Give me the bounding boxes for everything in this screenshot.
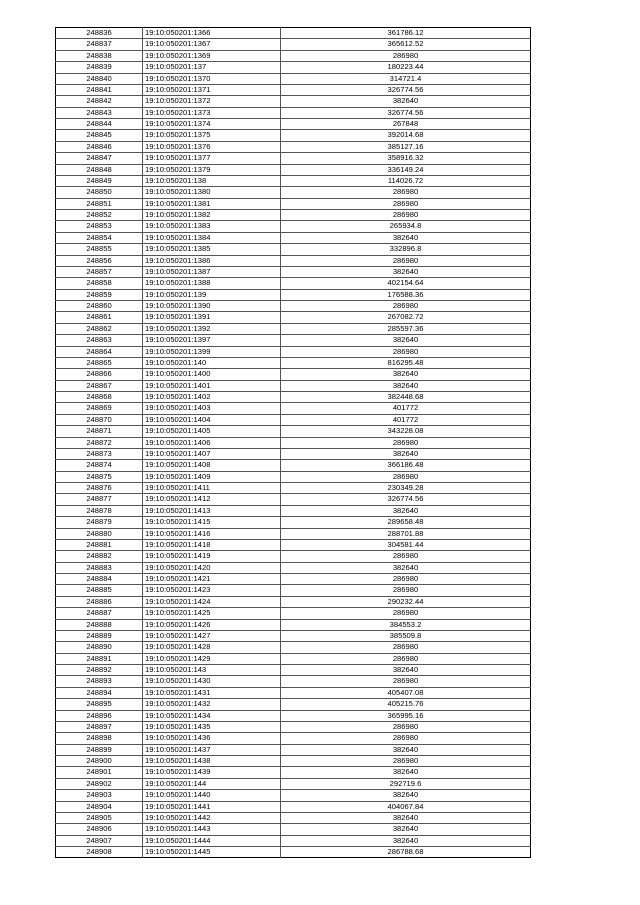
cadastral-number-cell: 19:10:050201:1412 xyxy=(143,494,281,505)
value-cell: 286980 xyxy=(281,676,531,687)
table-row xyxy=(56,130,531,141)
value-cell: 286980 xyxy=(281,653,531,664)
table-row xyxy=(56,96,531,107)
table-row xyxy=(56,733,531,744)
cadastral-number-cell: 19:10:050201:1400 xyxy=(143,369,281,380)
cadastral-number-cell: 19:10:050201:1418 xyxy=(143,539,281,550)
value-cell: 326774.56 xyxy=(281,107,531,118)
value-cell: 180223.44 xyxy=(281,62,531,73)
cadastral-number-cell: 19:10:050201:1370 xyxy=(143,73,281,84)
value-cell: 286980 xyxy=(281,721,531,732)
row-id-cell: 248841 xyxy=(56,84,143,95)
row-id-cell: 248853 xyxy=(56,221,143,232)
cadastral-number-cell: 19:10:050201:1430 xyxy=(143,676,281,687)
cadastral-number-cell: 19:10:050201:1373 xyxy=(143,107,281,118)
cadastral-number-cell: 19:10:050201:1427 xyxy=(143,630,281,641)
table-row xyxy=(56,608,531,619)
cadastral-number-cell: 19:10:050201:1375 xyxy=(143,130,281,141)
value-cell: 114026.72 xyxy=(281,175,531,186)
row-id-cell: 248845 xyxy=(56,130,143,141)
cadastral-number-cell: 19:10:050201:1404 xyxy=(143,414,281,425)
row-id-cell: 248836 xyxy=(56,28,143,39)
row-id-cell: 248884 xyxy=(56,574,143,585)
value-cell: 336149.24 xyxy=(281,164,531,175)
table-row xyxy=(56,801,531,812)
table-row xyxy=(56,437,531,448)
cadastral-number-cell: 19:10:050201:1429 xyxy=(143,653,281,664)
table-row xyxy=(56,642,531,653)
cadastral-number-cell: 19:10:050201:1419 xyxy=(143,551,281,562)
cadastral-number-cell: 19:10:050201:1411 xyxy=(143,483,281,494)
data-table xyxy=(55,27,531,858)
cadastral-number-cell: 19:10:050201:1415 xyxy=(143,517,281,528)
value-cell: 267848 xyxy=(281,119,531,130)
row-id-cell: 248854 xyxy=(56,232,143,243)
cadastral-number-cell: 19:10:050201:140 xyxy=(143,357,281,368)
row-id-cell: 248858 xyxy=(56,278,143,289)
row-id-cell: 248908 xyxy=(56,847,143,858)
row-id-cell: 248885 xyxy=(56,585,143,596)
row-id-cell: 248899 xyxy=(56,744,143,755)
cadastral-number-cell: 19:10:050201:1367 xyxy=(143,39,281,50)
table-row xyxy=(56,323,531,334)
cadastral-number-cell: 19:10:050201:1379 xyxy=(143,164,281,175)
table-row xyxy=(56,505,531,516)
value-cell: 366186.48 xyxy=(281,460,531,471)
value-cell: 382640 xyxy=(281,812,531,823)
table-row xyxy=(56,107,531,118)
cadastral-number-cell: 19:10:050201:1416 xyxy=(143,528,281,539)
row-id-cell: 248897 xyxy=(56,721,143,732)
value-cell: 382640 xyxy=(281,790,531,801)
table-row xyxy=(56,278,531,289)
table-row xyxy=(56,221,531,232)
cadastral-number-cell: 19:10:050201:1388 xyxy=(143,278,281,289)
value-cell: 382640 xyxy=(281,369,531,380)
value-cell: 385509.8 xyxy=(281,630,531,641)
row-id-cell: 248867 xyxy=(56,380,143,391)
row-id-cell: 248900 xyxy=(56,756,143,767)
value-cell: 286980 xyxy=(281,210,531,221)
value-cell: 326774.56 xyxy=(281,84,531,95)
cadastral-number-cell: 19:10:050201:1408 xyxy=(143,460,281,471)
table-row xyxy=(56,687,531,698)
row-id-cell: 248840 xyxy=(56,73,143,84)
value-cell: 382640 xyxy=(281,835,531,846)
table-row xyxy=(56,414,531,425)
row-id-cell: 248859 xyxy=(56,289,143,300)
table-row xyxy=(56,198,531,209)
value-cell: 382640 xyxy=(281,448,531,459)
row-id-cell: 248872 xyxy=(56,437,143,448)
value-cell: 230349.28 xyxy=(281,483,531,494)
row-id-cell: 248891 xyxy=(56,653,143,664)
cadastral-number-cell: 19:10:050201:1392 xyxy=(143,323,281,334)
cadastral-number-cell: 19:10:050201:1371 xyxy=(143,84,281,95)
cadastral-number-cell: 19:10:050201:1443 xyxy=(143,824,281,835)
cadastral-number-cell: 19:10:050201:1386 xyxy=(143,255,281,266)
cadastral-number-cell: 19:10:050201:1426 xyxy=(143,619,281,630)
row-id-cell: 248868 xyxy=(56,392,143,403)
cadastral-number-cell: 19:10:050201:1425 xyxy=(143,608,281,619)
row-id-cell: 248869 xyxy=(56,403,143,414)
row-id-cell: 248850 xyxy=(56,187,143,198)
cadastral-number-cell: 19:10:050201:1403 xyxy=(143,403,281,414)
cadastral-number-cell: 19:10:050201:1377 xyxy=(143,153,281,164)
table-row xyxy=(56,824,531,835)
cadastral-number-cell: 19:10:050201:1399 xyxy=(143,346,281,357)
value-cell: 285597.36 xyxy=(281,323,531,334)
value-cell: 304581.44 xyxy=(281,539,531,550)
value-cell: 267082.72 xyxy=(281,312,531,323)
row-id-cell: 248860 xyxy=(56,301,143,312)
value-cell: 286980 xyxy=(281,574,531,585)
row-id-cell: 248849 xyxy=(56,175,143,186)
table-row xyxy=(56,847,531,858)
value-cell: 286980 xyxy=(281,437,531,448)
cadastral-number-cell: 19:10:050201:1401 xyxy=(143,380,281,391)
table-row xyxy=(56,494,531,505)
table-row xyxy=(56,244,531,255)
table-row xyxy=(56,50,531,61)
table-row xyxy=(56,175,531,186)
value-cell: 286980 xyxy=(281,471,531,482)
cadastral-number-cell: 19:10:050201:1406 xyxy=(143,437,281,448)
cadastral-number-cell: 19:10:050201:1439 xyxy=(143,767,281,778)
row-id-cell: 248847 xyxy=(56,153,143,164)
row-id-cell: 248881 xyxy=(56,539,143,550)
table-body xyxy=(56,28,531,858)
table-row xyxy=(56,380,531,391)
cadastral-number-cell: 19:10:050201:1441 xyxy=(143,801,281,812)
row-id-cell: 248848 xyxy=(56,164,143,175)
cadastral-number-cell: 19:10:050201:1407 xyxy=(143,448,281,459)
value-cell: 382640 xyxy=(281,824,531,835)
row-id-cell: 248889 xyxy=(56,630,143,641)
row-id-cell: 248864 xyxy=(56,346,143,357)
row-id-cell: 248863 xyxy=(56,335,143,346)
cadastral-number-cell: 19:10:050201:143 xyxy=(143,665,281,676)
value-cell: 382640 xyxy=(281,335,531,346)
table-row xyxy=(56,483,531,494)
cadastral-number-cell: 19:10:050201:1413 xyxy=(143,505,281,516)
table-row xyxy=(56,255,531,266)
table-row xyxy=(56,721,531,732)
row-id-cell: 248904 xyxy=(56,801,143,812)
table-row xyxy=(56,653,531,664)
value-cell: 382640 xyxy=(281,232,531,243)
value-cell: 286980 xyxy=(281,198,531,209)
row-id-cell: 248895 xyxy=(56,699,143,710)
table-row xyxy=(56,619,531,630)
value-cell: 404067.84 xyxy=(281,801,531,812)
row-id-cell: 248907 xyxy=(56,835,143,846)
table-row xyxy=(56,767,531,778)
cadastral-number-cell: 19:10:050201:1436 xyxy=(143,733,281,744)
table-row xyxy=(56,630,531,641)
value-cell: 289658.48 xyxy=(281,517,531,528)
table-row xyxy=(56,517,531,528)
table-row xyxy=(56,73,531,84)
table-row xyxy=(56,39,531,50)
table-row xyxy=(56,744,531,755)
value-cell: 382640 xyxy=(281,767,531,778)
table-row xyxy=(56,596,531,607)
cadastral-number-cell: 19:10:050201:1445 xyxy=(143,847,281,858)
row-id-cell: 248877 xyxy=(56,494,143,505)
value-cell: 286980 xyxy=(281,608,531,619)
table-row xyxy=(56,187,531,198)
row-id-cell: 248903 xyxy=(56,790,143,801)
value-cell: 385127.16 xyxy=(281,141,531,152)
row-id-cell: 248886 xyxy=(56,596,143,607)
row-id-cell: 248894 xyxy=(56,687,143,698)
table-row xyxy=(56,790,531,801)
table-row xyxy=(56,369,531,380)
value-cell: 176588.36 xyxy=(281,289,531,300)
value-cell: 365612.52 xyxy=(281,39,531,50)
value-cell: 405215.76 xyxy=(281,699,531,710)
row-id-cell: 248901 xyxy=(56,767,143,778)
row-id-cell: 248842 xyxy=(56,96,143,107)
value-cell: 343228.08 xyxy=(281,426,531,437)
cadastral-number-cell: 19:10:050201:138 xyxy=(143,175,281,186)
table-row xyxy=(56,426,531,437)
row-id-cell: 248890 xyxy=(56,642,143,653)
cadastral-number-cell: 19:10:050201:1431 xyxy=(143,687,281,698)
value-cell: 382640 xyxy=(281,505,531,516)
value-cell: 286980 xyxy=(281,187,531,198)
cadastral-number-cell: 19:10:050201:1384 xyxy=(143,232,281,243)
table-row xyxy=(56,448,531,459)
row-id-cell: 248861 xyxy=(56,312,143,323)
value-cell: 361786.12 xyxy=(281,28,531,39)
table-row xyxy=(56,357,531,368)
cadastral-number-cell: 19:10:050201:137 xyxy=(143,62,281,73)
value-cell: 286980 xyxy=(281,255,531,266)
cadastral-number-cell: 19:10:050201:1438 xyxy=(143,756,281,767)
value-cell: 290232.44 xyxy=(281,596,531,607)
table-row xyxy=(56,312,531,323)
row-id-cell: 248873 xyxy=(56,448,143,459)
table-row xyxy=(56,403,531,414)
cadastral-number-cell: 19:10:050201:1383 xyxy=(143,221,281,232)
cadastral-number-cell: 19:10:050201:1428 xyxy=(143,642,281,653)
table-row xyxy=(56,539,531,550)
table-row xyxy=(56,778,531,789)
value-cell: 332896.8 xyxy=(281,244,531,255)
cadastral-number-cell: 19:10:050201:1387 xyxy=(143,266,281,277)
table-row xyxy=(56,210,531,221)
value-cell: 326774.56 xyxy=(281,494,531,505)
cadastral-number-cell: 19:10:050201:1420 xyxy=(143,562,281,573)
row-id-cell: 248856 xyxy=(56,255,143,266)
row-id-cell: 248855 xyxy=(56,244,143,255)
row-id-cell: 248852 xyxy=(56,210,143,221)
value-cell: 401772 xyxy=(281,414,531,425)
row-id-cell: 248876 xyxy=(56,483,143,494)
table-row xyxy=(56,460,531,471)
row-id-cell: 248902 xyxy=(56,778,143,789)
cadastral-number-cell: 19:10:050201:1424 xyxy=(143,596,281,607)
row-id-cell: 248846 xyxy=(56,141,143,152)
row-id-cell: 248888 xyxy=(56,619,143,630)
row-id-cell: 248871 xyxy=(56,426,143,437)
row-id-cell: 248878 xyxy=(56,505,143,516)
cadastral-number-cell: 19:10:050201:139 xyxy=(143,289,281,300)
row-id-cell: 248893 xyxy=(56,676,143,687)
table-row xyxy=(56,835,531,846)
value-cell: 292719.6 xyxy=(281,778,531,789)
value-cell: 365995.16 xyxy=(281,710,531,721)
value-cell: 286980 xyxy=(281,551,531,562)
row-id-cell: 248875 xyxy=(56,471,143,482)
row-id-cell: 248880 xyxy=(56,528,143,539)
cadastral-number-cell: 19:10:050201:1421 xyxy=(143,574,281,585)
cadastral-number-cell: 19:10:050201:1402 xyxy=(143,392,281,403)
table-row xyxy=(56,232,531,243)
table-row xyxy=(56,585,531,596)
cadastral-number-cell: 19:10:050201:1423 xyxy=(143,585,281,596)
value-cell: 382640 xyxy=(281,380,531,391)
table-row xyxy=(56,710,531,721)
row-id-cell: 248898 xyxy=(56,733,143,744)
table-row xyxy=(56,676,531,687)
row-id-cell: 248851 xyxy=(56,198,143,209)
table-row xyxy=(56,665,531,676)
table-row xyxy=(56,392,531,403)
row-id-cell: 248879 xyxy=(56,517,143,528)
value-cell: 816295.48 xyxy=(281,357,531,368)
value-cell: 382640 xyxy=(281,665,531,676)
table-row xyxy=(56,699,531,710)
row-id-cell: 248870 xyxy=(56,414,143,425)
cadastral-number-cell: 19:10:050201:1442 xyxy=(143,812,281,823)
table-row xyxy=(56,266,531,277)
value-cell: 382640 xyxy=(281,96,531,107)
cadastral-number-cell: 19:10:050201:1366 xyxy=(143,28,281,39)
table-row xyxy=(56,471,531,482)
cadastral-number-cell: 19:10:050201:1437 xyxy=(143,744,281,755)
value-cell: 358916.32 xyxy=(281,153,531,164)
cadastral-number-cell: 19:10:050201:1382 xyxy=(143,210,281,221)
table-row xyxy=(56,141,531,152)
row-id-cell: 248883 xyxy=(56,562,143,573)
value-cell: 286980 xyxy=(281,585,531,596)
row-id-cell: 248837 xyxy=(56,39,143,50)
value-cell: 286788.68 xyxy=(387,847,424,856)
row-id-cell: 248857 xyxy=(56,266,143,277)
table-row xyxy=(56,335,531,346)
cadastral-number-cell: 19:10:050201:1381 xyxy=(143,198,281,209)
table-row xyxy=(56,562,531,573)
cadastral-number-cell: 19:10:050201:1372 xyxy=(143,96,281,107)
value-cell: 402154.64 xyxy=(281,278,531,289)
value-cell: 265934.8 xyxy=(281,221,531,232)
row-id-cell: 248896 xyxy=(56,710,143,721)
table-row xyxy=(56,301,531,312)
value-cell: 286980 xyxy=(281,733,531,744)
table-row xyxy=(56,812,531,823)
row-id-cell: 248838 xyxy=(56,50,143,61)
cadastral-number-cell: 19:10:050201:1397 xyxy=(143,335,281,346)
row-id-cell: 248865 xyxy=(56,357,143,368)
value-cell: 286980 xyxy=(281,756,531,767)
value-cell: 384553.2 xyxy=(281,619,531,630)
row-id-cell: 248874 xyxy=(56,460,143,471)
row-id-cell: 248866 xyxy=(56,369,143,380)
value-cell: 288701.88 xyxy=(281,528,531,539)
value-cell: 392014.68 xyxy=(281,130,531,141)
table-row xyxy=(56,62,531,73)
table-row xyxy=(56,574,531,585)
cadastral-number-cell: 19:10:050201:1405 xyxy=(143,426,281,437)
value-cell: 382640 xyxy=(281,562,531,573)
value-cell: 382640 xyxy=(281,744,531,755)
table-row xyxy=(56,528,531,539)
cadastral-number-cell: 19:10:050201:1434 xyxy=(143,710,281,721)
cadastral-number-cell: 19:10:050201:1385 xyxy=(143,244,281,255)
cadastral-number-cell: 19:10:050201:1391 xyxy=(143,312,281,323)
value-cell: 401772 xyxy=(281,403,531,414)
cadastral-number-cell: 19:10:050201:1374 xyxy=(143,119,281,130)
table-row xyxy=(56,289,531,300)
cadastral-number-cell: 19:10:050201:1409 xyxy=(143,471,281,482)
value-cell: 286980 xyxy=(281,301,531,312)
row-id-cell: 248906 xyxy=(56,824,143,835)
cadastral-number-cell: 19:10:050201:1369 xyxy=(143,50,281,61)
row-id-cell: 248892 xyxy=(56,665,143,676)
row-id-cell: 248882 xyxy=(56,551,143,562)
value-cell: 314721.4 xyxy=(281,73,531,84)
cadastral-number-cell: 19:10:050201:1435 xyxy=(143,721,281,732)
table-row xyxy=(56,551,531,562)
value-cell: 405407.08 xyxy=(281,687,531,698)
table-row xyxy=(56,119,531,130)
table-row xyxy=(56,153,531,164)
cadastral-number-cell: 19:10:050201:1432 xyxy=(143,699,281,710)
cadastral-number-cell: 19:10:050201:1444 xyxy=(143,835,281,846)
value-cell: 286980 xyxy=(281,50,531,61)
table-row xyxy=(56,84,531,95)
value-cell: 286980 xyxy=(281,642,531,653)
value-cell: 382448.68 xyxy=(281,392,531,403)
row-id-cell: 248839 xyxy=(56,62,143,73)
cadastral-number-cell: 19:10:050201:1440 xyxy=(143,790,281,801)
cadastral-number-cell: 19:10:050201:1376 xyxy=(143,141,281,152)
table-row xyxy=(56,756,531,767)
row-id-cell: 248887 xyxy=(56,608,143,619)
cadastral-number-cell: 19:10:050201:1390 xyxy=(143,301,281,312)
value-cell: 382640 xyxy=(281,266,531,277)
cadastral-number-cell: 19:10:050201:144 xyxy=(143,778,281,789)
value-cell: 286980 xyxy=(281,346,531,357)
row-id-cell: 248905 xyxy=(56,812,143,823)
cadastral-number-cell: 19:10:050201:1380 xyxy=(143,187,281,198)
table-row xyxy=(56,28,531,39)
row-id-cell: 248844 xyxy=(56,119,143,130)
table-row xyxy=(56,164,531,175)
row-id-cell: 248843 xyxy=(56,107,143,118)
row-id-cell: 248862 xyxy=(56,323,143,334)
table-row xyxy=(56,346,531,357)
